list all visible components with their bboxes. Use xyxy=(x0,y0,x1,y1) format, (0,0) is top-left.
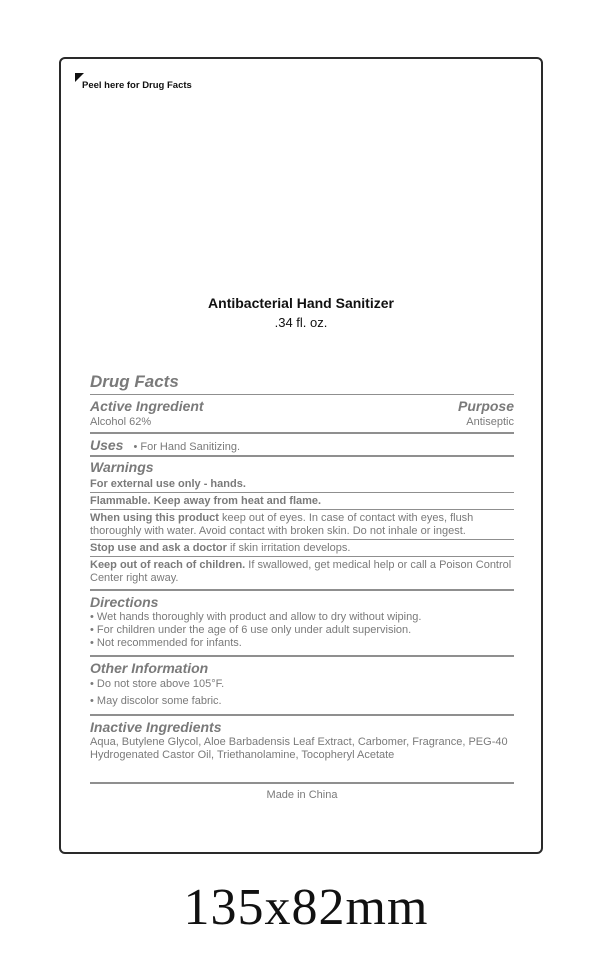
direction-item: • For children under the age of 6 use only under adult supervision. xyxy=(90,624,412,636)
active-heading-row xyxy=(90,395,514,415)
warning-when-using-text: keep out of eyes. In case of contact with eyes, flush thoroughly with water. Avoid contact with broken skin. Do not inhale or ingest. xyxy=(90,512,474,537)
warning-when-using-bold: When using this product xyxy=(90,512,219,524)
dimension-caption: 135x82mm xyxy=(183,879,429,936)
other-info-list xyxy=(90,677,514,714)
direction-item: • Wet hands thoroughly with product and allow to dry without wiping. xyxy=(90,611,422,623)
warning-keep-out-text: If swallowed, get medical help or call a Poison Control Center right away. xyxy=(90,559,512,584)
product-size: .34 fl. oz. xyxy=(274,315,328,330)
directions-heading: Directions xyxy=(90,594,159,610)
warning-flammable: Flammable. Keep away from heat and flame. xyxy=(90,495,322,507)
uses-text: • For Hand Sanitizing. xyxy=(133,441,241,453)
inactive-ingredients-heading: Inactive Ingredients xyxy=(90,719,222,735)
active-row xyxy=(90,415,514,432)
drug-facts-title: Drug Facts xyxy=(90,372,179,391)
other-info-item: • May discolor some fabric. xyxy=(90,695,222,707)
warning-when-using xyxy=(90,510,514,539)
warning-stop-use xyxy=(90,540,514,556)
active-ingredient: Alcohol 62% xyxy=(90,416,152,428)
warning-keep-out xyxy=(90,557,514,589)
warning-keep-out-bold: Keep out of reach of children. xyxy=(90,559,246,571)
product-name: Antibacterial Hand Sanitizer xyxy=(208,295,394,311)
active-ingredient-heading: Active Ingredient xyxy=(90,398,204,414)
label-card xyxy=(59,57,543,854)
purpose-heading: Purpose xyxy=(457,398,514,414)
inactive-ingredients-text: Aqua, Butylene Glycol, Aloe Barbadensis Leaf Extract, Carbomer, Fragrance, PEG-40 Hydrogenated Castor Oil, Triethanolamine, Tocopheryl Acetate xyxy=(90,736,508,761)
other-info-heading: Other Information xyxy=(90,660,209,676)
warnings-heading: Warnings xyxy=(90,459,154,475)
drug-facts-panel xyxy=(90,372,514,801)
purpose-value: Antiseptic xyxy=(466,416,514,428)
warning-stop-use-text: if skin irritation develops. xyxy=(226,542,351,554)
warning-external: For external use only - hands. xyxy=(90,478,246,490)
peel-label[interactable]: Peel here for Drug Facts xyxy=(82,80,192,91)
other-info-item: • Do not store above 105°F. xyxy=(90,678,225,690)
uses-heading: Uses xyxy=(90,437,124,453)
directions-list xyxy=(90,611,514,655)
direction-item: • Not recommended for infants. xyxy=(90,637,242,649)
warning-stop-use-bold: Stop use and ask a doctor xyxy=(90,542,227,554)
uses-row xyxy=(90,434,514,455)
made-in: Made in China xyxy=(266,789,338,801)
